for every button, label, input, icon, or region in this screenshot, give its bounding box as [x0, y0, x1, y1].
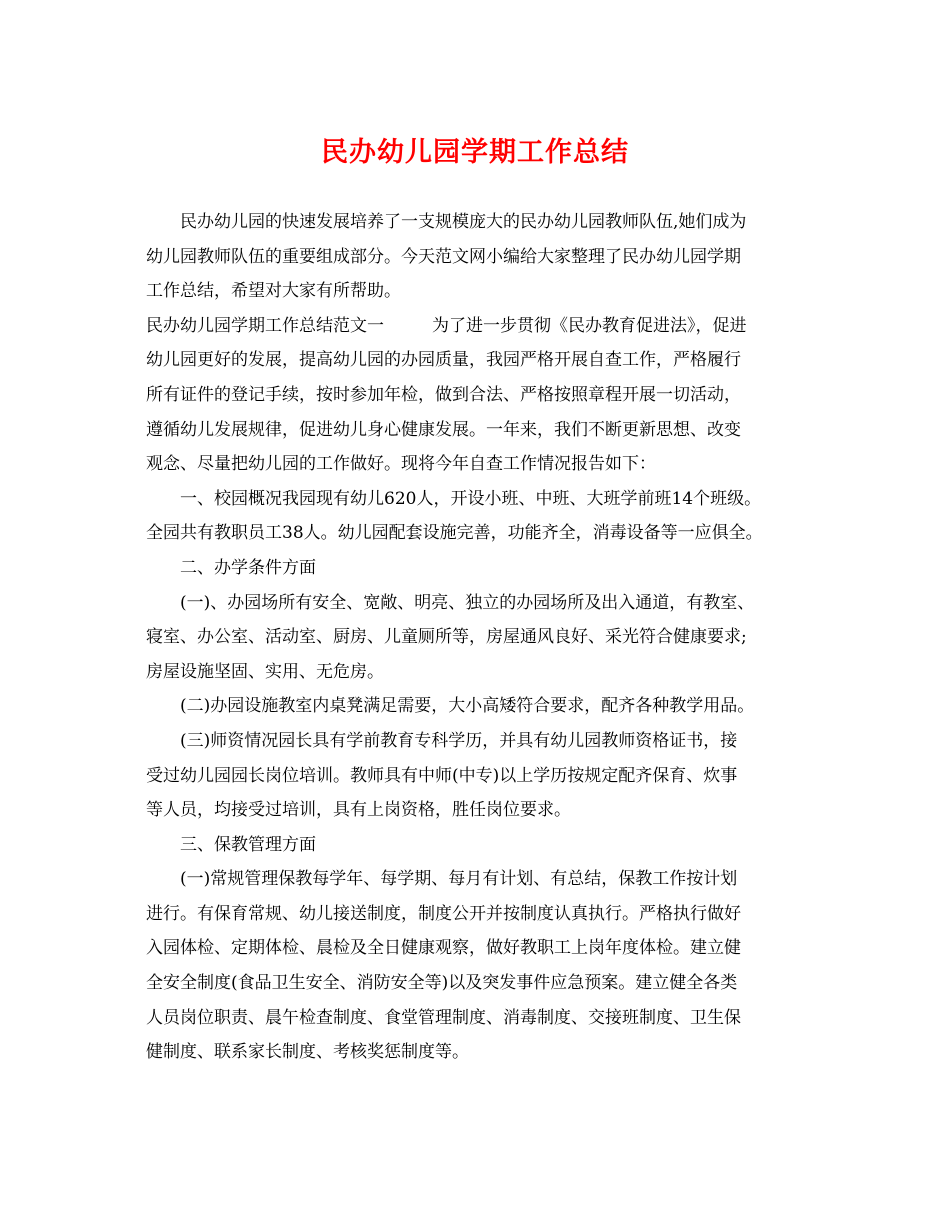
paragraph-line: 健制度、联系家长制度、考核奖惩制度等。 — [146, 1042, 469, 1063]
paragraph-line: (一)、办园场所有安全、宽敞、明亮、独立的办园场所及出入通道，有教室、 — [180, 592, 755, 613]
paragraph-line: 等人员，均接受过培训，具有上岗资格，胜任岗位要求。 — [146, 800, 571, 821]
document-body — [146, 205, 818, 1070]
section-heading: 民办幼儿园学期工作总结范文一 — [146, 315, 384, 336]
paragraph-line: 遵循幼儿发展规律，促进幼儿身心健康发展。一年来，我们不断更新思想、改变 — [146, 419, 741, 440]
paragraph-line: 人员岗位职责、晨午检查制度、食堂管理制度、消毒制度、交接班制度、卫生保 — [146, 1007, 741, 1028]
paragraph-line: 受过幼儿园园长岗位培训。教师具有中师(中专)以上学历按规定配齐保育、炊事 — [146, 765, 738, 786]
paragraph-line: 一、校园概况我园现有幼儿620人，开设小班、中班、大班学前班14个班级。 — [180, 488, 762, 509]
paragraph-line: 幼儿园更好的发展，提高幼儿园的办园质量，我园严格开展自查工作，严格履行 — [146, 350, 741, 371]
paragraph-line: 入园体检、定期体检、晨检及全日健康观察，做好教职工上岗年度体检。建立健 — [146, 938, 741, 959]
paragraph-line-with-heading — [146, 309, 818, 344]
paragraph-line: 观念、尽量把幼儿园的工作做好。现将今年自查工作情况报告如下： — [146, 454, 656, 475]
document-title: 民办幼儿园学期工作总结 — [321, 137, 629, 168]
paragraph-line: 全园共有教职员工38人。幼儿园配套设施完善，功能齐全，消毒设备等一应俱全。 — [146, 523, 763, 544]
paragraph-line: 幼儿园教师队伍的重要组成部分。今天范文网小编给大家整理了民办幼儿园学期 — [146, 246, 741, 267]
paragraph-line: (三)师资情况园长具有学前教育专科学历，并具有幼儿园教师资格证书，接 — [180, 730, 738, 751]
paragraph-line: 工作总结，希望对大家有所帮助。 — [146, 281, 401, 302]
paragraph-line: (一)常规管理保教每学年、每学期、每月有计划、有总结，保教工作按计划 — [180, 869, 738, 890]
paragraph-line: 房屋设施坚固、实用、无危房。 — [146, 661, 384, 682]
section-heading: 三、保教管理方面 — [180, 834, 316, 855]
paragraph-line: 所有证件的登记手续，按时参加年检，做到合法、严格按照章程开展一切活动， — [146, 384, 741, 405]
section-heading: 二、办学条件方面 — [180, 557, 316, 578]
paragraph-line: (二)办园设施教室内桌凳满足需要，大小高矮符合要求，配齐各种教学用品。 — [180, 696, 755, 717]
paragraph-text: 为了进一步贯彻《民办教育促进法》，促进 — [432, 315, 747, 336]
paragraph-line: 民办幼儿园的快速发展培养了一支规模庞大的民办幼儿园教师队伍,她们成为 — [180, 212, 747, 232]
paragraph-line: 寝室、办公室、活动室、厨房、儿童厕所等，房屋通风良好、采光符合健康要求; — [146, 627, 747, 648]
paragraph-line: 全安全制度(食品卫生安全、消防安全等)以及突发事件应急预案。建立健全各类 — [146, 973, 738, 994]
paragraph-line: 进行。有保育常规、幼儿接送制度，制度公开并按制度认真执行。严格执行做好 — [146, 903, 741, 924]
